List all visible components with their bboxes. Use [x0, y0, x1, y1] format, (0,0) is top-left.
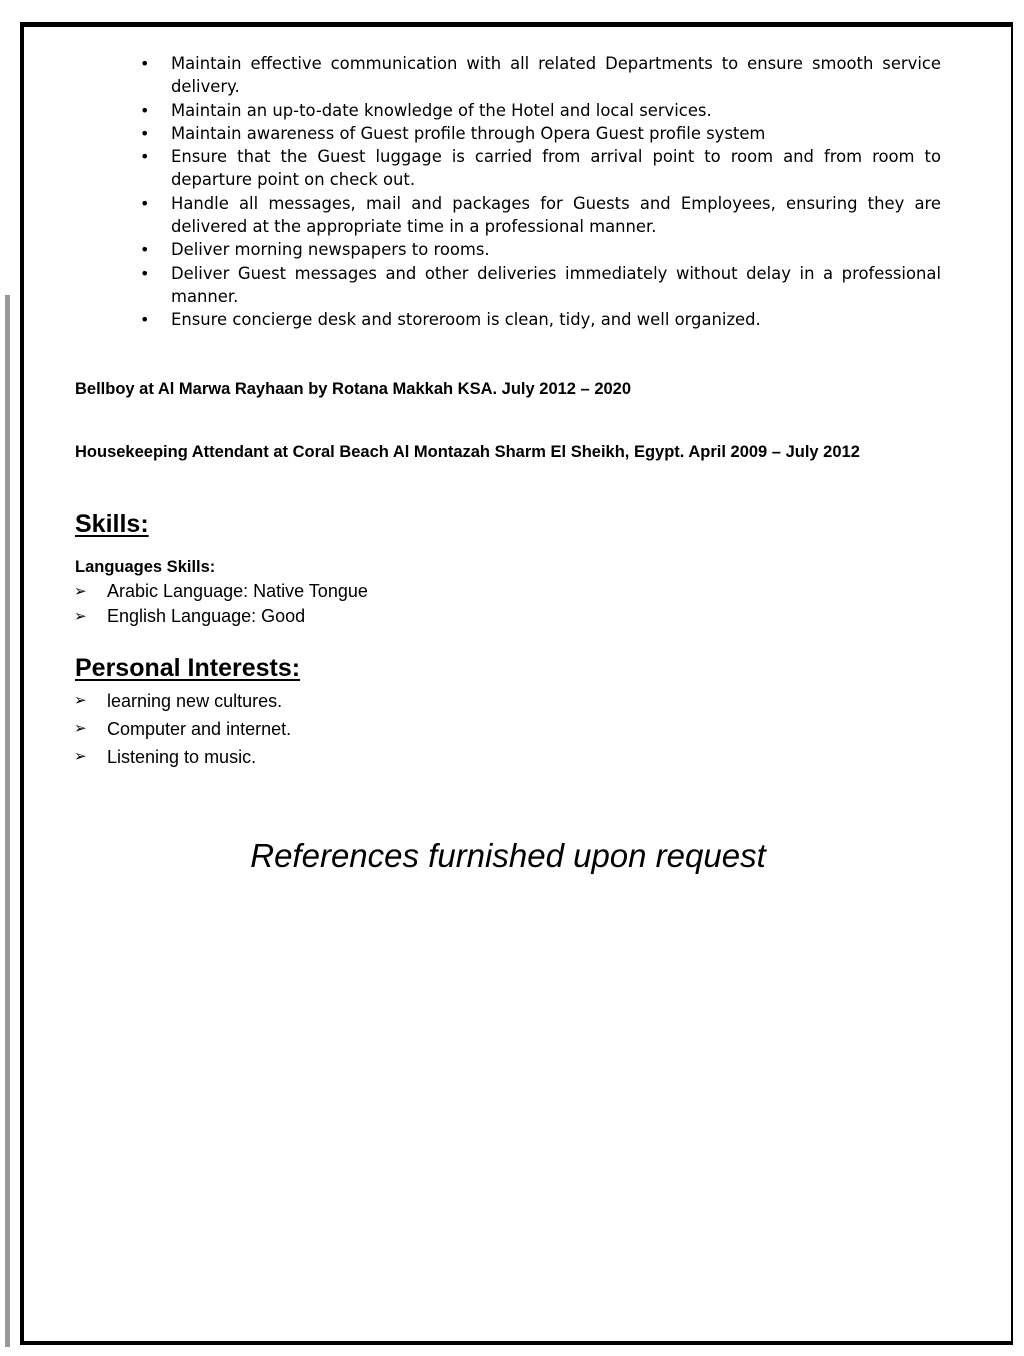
arrow-bullet-icon: ➢ — [74, 719, 87, 737]
list-item — [74, 604, 941, 629]
arrow-bullet-icon: ➢ — [74, 607, 87, 625]
arrow-bullet-icon: ➢ — [74, 747, 87, 765]
list-item — [74, 715, 941, 743]
list-item — [140, 145, 941, 192]
duty-text: Deliver morning newspapers to rooms. — [171, 240, 490, 260]
languages-heading: Languages Skills: — [75, 557, 216, 576]
duty-text: Maintain effective communication with all related Departments to ensure smooth service delivery. — [171, 54, 941, 97]
job-entry-bellboy: Bellboy at Al Marwa Rayhaan by Rotana Makkah KSA. July 2012 – 2020 — [75, 379, 632, 398]
bullet-icon: • — [140, 193, 150, 213]
list-item — [74, 743, 941, 771]
duty-text: Handle all messages, mail and packages for Guests and Employees, ensuring they are delivered at the appropriate time in a professional manner. — [171, 193, 941, 237]
list-item — [140, 52, 941, 99]
languages-list — [75, 579, 941, 629]
bullet-icon: • — [140, 54, 150, 73]
interest-text: Listening to music. — [107, 746, 257, 767]
page-edge-bar — [5, 295, 10, 1347]
list-item — [140, 262, 941, 309]
bullet-icon: • — [140, 263, 150, 283]
list-item — [140, 308, 941, 331]
list-item — [74, 579, 941, 604]
duties-list — [75, 52, 941, 332]
arrow-bullet-icon: ➢ — [74, 582, 87, 600]
duty-text: Ensure concierge desk and storeroom is clean, tidy, and well organized. — [171, 310, 761, 330]
interests-list — [75, 687, 941, 771]
interest-text: Computer and internet. — [107, 718, 292, 739]
duty-text: Ensure that the Guest luggage is carried from arrival point to room and from room to departure point on check out. — [171, 147, 941, 190]
job-entry-housekeeping: Housekeeping Attendant at Coral Beach Al Montazah Sharm El Sheikh, Egypt. April 2009 – July 2012 — [75, 442, 860, 461]
list-item — [140, 99, 941, 122]
references-statement: References furnished upon request — [250, 837, 766, 874]
bullet-icon: • — [140, 100, 150, 120]
language-text: Arabic Language: Native Tongue — [107, 580, 368, 601]
interest-text: learning new cultures. — [107, 690, 283, 711]
resume-content — [75, 52, 941, 771]
bullet-icon: • — [140, 147, 150, 167]
language-text: English Language: Good — [107, 605, 306, 626]
duty-text: Maintain awareness of Guest profile through Opera Guest profile system — [171, 123, 766, 143]
bullet-icon: • — [140, 240, 150, 260]
list-item — [140, 122, 941, 145]
list-item — [74, 687, 941, 715]
duty-text: Maintain an up-to-date knowledge of the Hotel and local services. — [171, 100, 712, 120]
interests-heading: Personal Interests: — [75, 653, 301, 682]
arrow-bullet-icon: ➢ — [74, 691, 87, 709]
list-item — [140, 192, 941, 239]
bullet-icon: • — [140, 310, 150, 330]
list-item — [140, 238, 941, 261]
duty-text: Deliver Guest messages and other deliveries immediately without delay in a professional manner. — [171, 263, 941, 306]
skills-heading: Skills: — [75, 509, 149, 538]
bullet-icon: • — [140, 123, 150, 143]
